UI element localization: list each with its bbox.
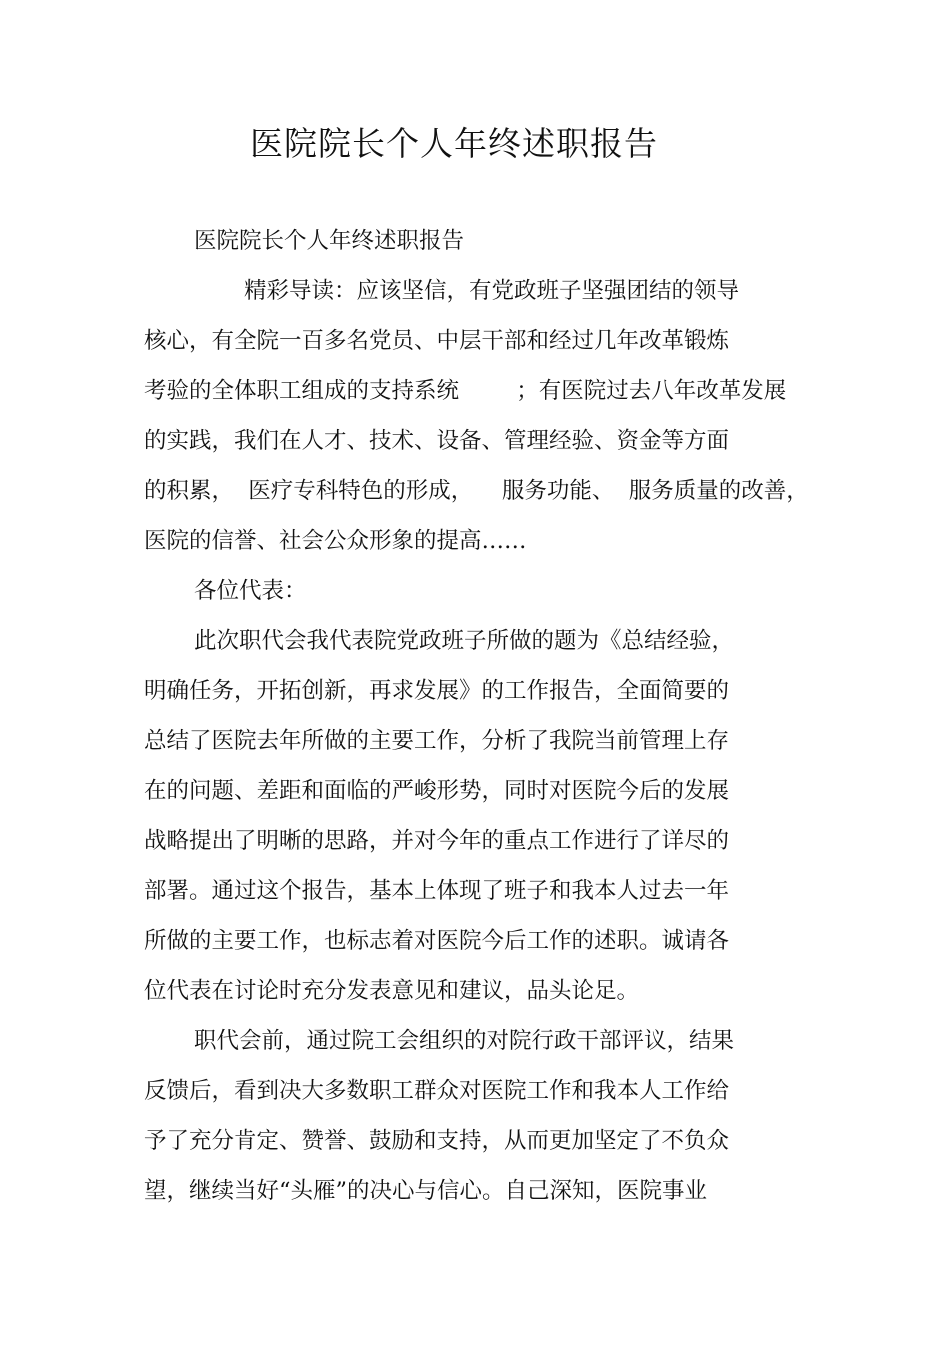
paragraph-line: 反馈后，看到决大多数职工群众对医院工作和我本人工作给	[144, 1078, 730, 1104]
paragraph-line: 的积累， 医疗专科特色的形成， 服务功能、 服务质量的改善，	[144, 478, 809, 504]
paragraph-line: 考验的全体职工组成的支持系统 ；有医院过去八年改革发展	[144, 378, 787, 404]
page-title: 医院院长个人年终述职报告	[250, 124, 658, 163]
paragraph-line: 部署。通过这个报告，基本上体现了班子和我本人过去一年	[144, 878, 730, 904]
paragraph-line: 明确任务，开拓创新，再求发展》的工作报告，全面简要的	[144, 678, 730, 704]
paragraph-line: 此次职代会我代表院党政班子所做的题为《总结经验，	[194, 628, 735, 654]
paragraph-line: 所做的主要工作，也标志着对医院今后工作的述职。诚请各	[144, 928, 730, 954]
paragraph-line: 核心，有全院一百多名党员、中层干部和经过几年改革锻炼	[144, 328, 730, 354]
salutation-line: 各位代表：	[194, 578, 307, 604]
paragraph-line: 精彩导读：应该坚信，有党政班子坚强团结的领导	[244, 278, 740, 304]
paragraph-line: 医院的信誉、社会公众形象的提高……	[144, 528, 527, 554]
paragraph-line: 的实践，我们在人才、技术、设备、管理经验、资金等方面	[144, 428, 730, 454]
paragraph-line: 在的问题、差距和面临的严峻形势，同时对医院今后的发展	[144, 778, 730, 804]
paragraph-line: 望，继续当好“头雁”的决心与信心。自己深知，医院事业	[144, 1178, 708, 1204]
paragraph-line: 战略提出了明晰的思路，并对今年的重点工作进行了详尽的	[144, 828, 730, 854]
paragraph-line: 位代表在讨论时充分发表意见和建议，品头论足。	[144, 978, 640, 1004]
subtitle-line: 医院院长个人年终述职报告	[194, 228, 465, 254]
paragraph-line: 总结了医院去年所做的主要工作，分析了我院当前管理上存	[144, 728, 730, 754]
paragraph-line: 予了充分肯定、赞誉、鼓励和支持，从而更加坚定了不负众	[144, 1128, 730, 1154]
paragraph-line: 职代会前，通过院工会组织的对院行政干部评议，结果	[194, 1028, 735, 1054]
